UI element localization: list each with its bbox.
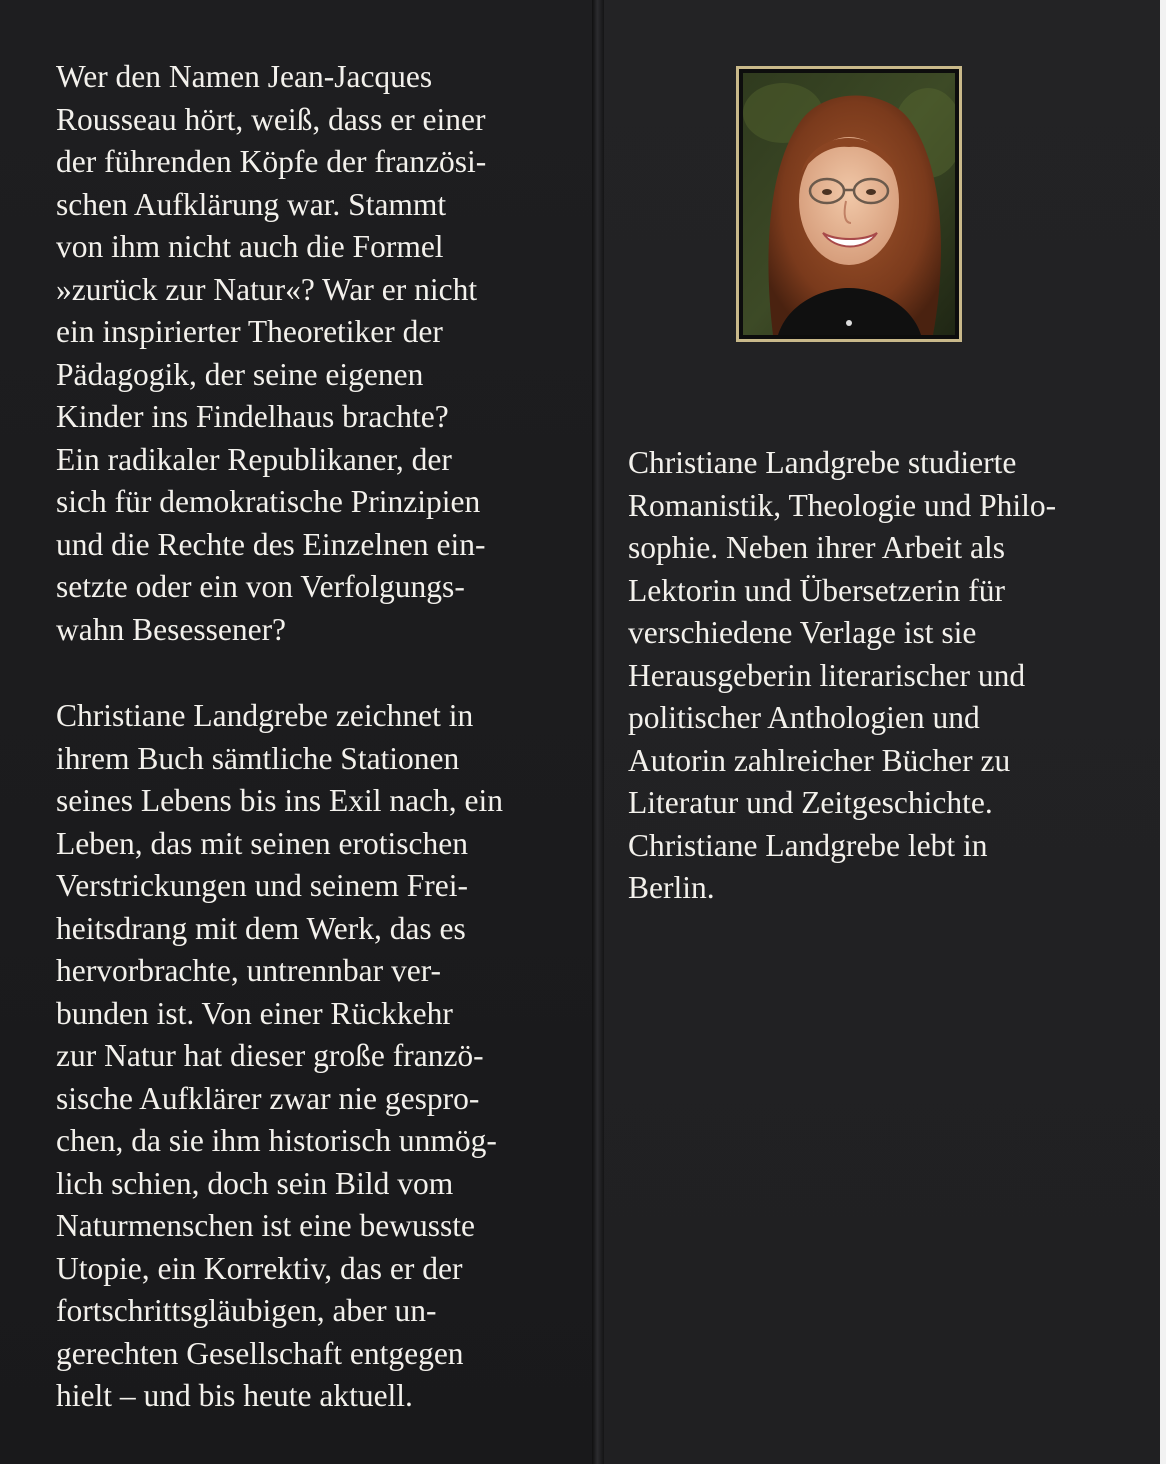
scan-edge: [1160, 0, 1166, 1464]
author-bio: Christiane Landgrebe studierte Romanistik, Theologie und Philo- sophie. Neben ihrer Arbeit als Lektorin und Übersetzerin für verschiedene Verlage ist sie Herausgeberin literarischer und politischer Anthologien und Autorin zahlreicher Bücher zu Literatur und Zeitgeschichte. Christiane Landgrebe lebt in Berlin.: [628, 445, 1057, 905]
cover-fold: [592, 0, 604, 1464]
blurb-paragraph-summary: Christiane Landgrebe zeichnet in ihrem Buch sämtliche Stationen seines Lebens bis ins Exil nach, ein Leben, das mit seinen erotischen Verstrickungen und seinem Frei- heitsdrang mit dem Werk, das es hervorbrachte, untrennbar ver- bunden ist. Von einer Rückkehr zur Natur hat dieser große franzö- sische Aufklärer zwar nie gespro- chen, da sie ihm historisch unmög- lich schien, doch sein Bild vom Naturmenschen ist eine bewusste Utopie, ein Korrektiv, das er der fortschrittsgläubigen, aber un- gerechten Gesellschaft entgegen hielt – und bis heute aktuell.: [56, 698, 504, 1413]
author-portrait-icon: [743, 73, 955, 335]
author-photo: [736, 66, 962, 342]
blurb-paragraph-intro: Wer den Namen Jean-Jacques Rousseau hört, weiß, dass er einer der führenden Köpfe der französi- schen Aufklärung war. Stammt von ihm nicht auch die Formel »zurück zur Natur«? War er nicht ein inspirierter Theoretiker der Pädagogik, der seine eigenen Kinder ins Findelhaus brachte? Ein radikaler Republikaner, der sich für demokratische Prinzipien und die Rechte des Einzelnen ein- setzte oder ein von Verfolgungs- wahn Besessener?: [56, 59, 487, 647]
